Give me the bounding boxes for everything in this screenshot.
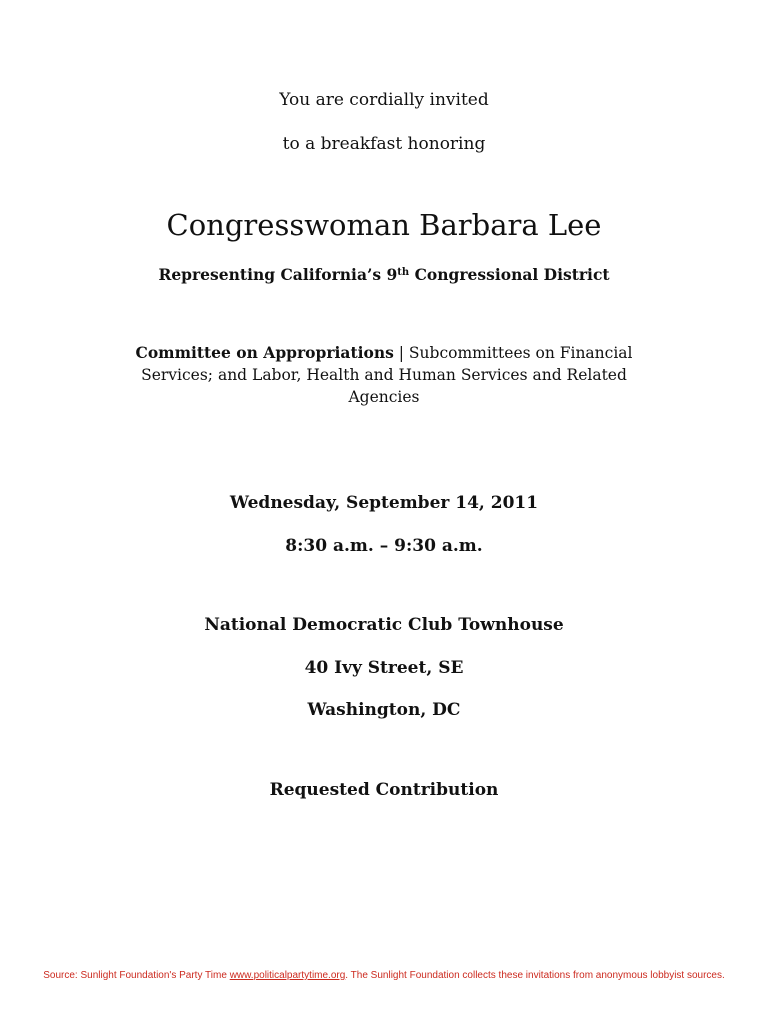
event-time: 8:30 a.m. – 9:30 a.m. <box>285 536 483 556</box>
committee-detail: Subcommittees on Financial Services; and Labor, Health and Human Services and Related Agencies <box>141 344 633 406</box>
committee-name: Committee on Appropriations <box>135 343 394 362</box>
footer-link[interactable]: www.politicalpartytime.org <box>229 970 346 981</box>
footer-prefix: Source: Sunlight Foundation's Party Time <box>43 970 230 981</box>
invite-line-1: You are cordially invited <box>279 90 489 110</box>
district-ordinal-suffix: th <box>397 267 410 278</box>
venue-name: National Democratic Club Townhouse <box>204 615 564 635</box>
venue-city: Washington, DC <box>307 700 461 720</box>
committee-block <box>134 342 634 408</box>
event-date: Wednesday, September 14, 2011 <box>229 493 539 513</box>
footer-suffix: . The Sunlight Foundation collects these invitations from anonymous lobbyist sources. <box>345 970 725 981</box>
district-prefix: Representing California’s 9 <box>158 265 398 284</box>
venue-street: 40 Ivy Street, SE <box>304 658 464 678</box>
district-line <box>0 265 768 284</box>
invite-line-2: to a breakfast honoring <box>282 134 486 154</box>
committee-separator: | <box>393 344 409 362</box>
source-footer <box>0 970 768 981</box>
honoree-name: Congresswoman Barbara Lee <box>166 208 602 242</box>
contribution-label: Requested Contribution <box>269 780 499 800</box>
district-suffix: Congressional District <box>409 265 610 284</box>
